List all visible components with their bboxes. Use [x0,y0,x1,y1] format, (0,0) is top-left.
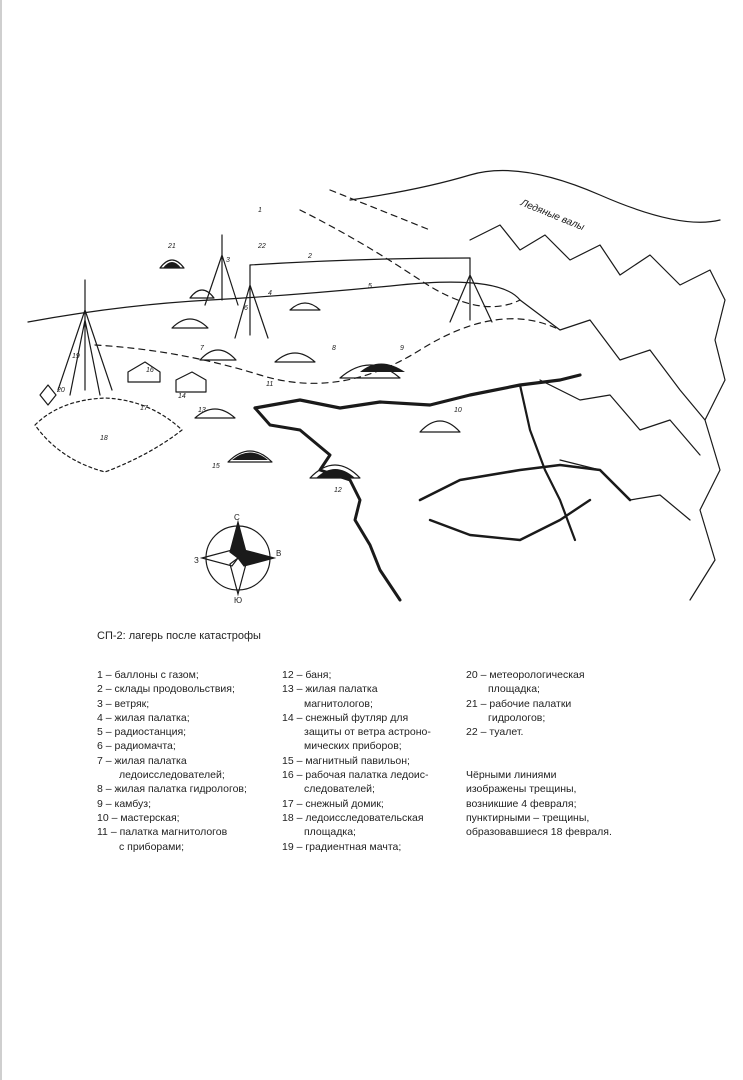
legend-item-label: 11 – палатка магнитологов [97,826,228,839]
dashed-crack-1 [95,319,560,384]
marker-19: 19 [72,353,80,360]
legend-item-label: 18 – ледоисследовательская [282,811,424,824]
marker-17: 17 [140,405,148,412]
legend-item [97,668,277,682]
dashed-crack-3 [330,190,430,230]
legend-item [466,725,666,739]
note-line: образовавшиеся 18 февраля. [466,826,612,839]
compass-rose [202,522,274,594]
legend-item-label: 9 – камбуз; [97,797,152,810]
legend-item-label: 12 – баня; [282,669,332,681]
compass-north: С [234,513,240,522]
antenna-wire [250,258,470,265]
legend-item-continuation: мических приборов; [304,740,402,753]
marker-18: 18 [100,435,108,442]
legend-item [97,797,277,811]
note-line: Чёрными линиями [466,769,557,781]
mast-6b [450,258,492,322]
marker-5: 5 [368,283,372,290]
legend-column-1 [97,668,277,854]
legend-item [97,782,277,796]
marker-22: 22 [258,243,266,250]
marker-3: 3 [226,257,230,264]
note-line: пунктирными – трещины, [466,811,590,824]
legend-item-label: 20 – метеорологическая [466,669,585,681]
marker-11: 11 [266,381,274,388]
marker-7: 7 [200,345,204,352]
legend-column-2 [282,668,462,854]
legend-item-label: 13 – жилая палатка [282,683,378,696]
marker-8: 8 [332,345,336,352]
far-ridge-line [350,171,720,223]
legend-item-continuation: следователей; [304,783,375,796]
legend-item [97,682,277,696]
compass-east: В [276,549,282,558]
legend-item [282,797,462,811]
legend-item [97,739,277,753]
legend-item-label: 14 – снежный футляр для [282,711,409,724]
ice-hummocks [470,225,725,600]
note-line: изображены трещины, [466,783,577,796]
compass-south: Ю [234,596,243,605]
legend-item-label: 5 – радиостанция; [97,726,187,739]
legend-item [97,711,277,725]
legend-item [282,711,462,754]
legend-item [97,754,277,783]
legend-item-label: 15 – магнитный павильон; [282,754,410,767]
legend-item [97,825,277,854]
main-crack [255,375,580,408]
legend-item-label: 10 – мастерская; [97,811,180,824]
legend-item [97,811,277,825]
legend-item [282,840,462,854]
marker-6: 6 [244,305,248,312]
marker-16: 16 [146,367,154,374]
legend-item-continuation: ледоисследователей; [119,769,225,782]
legend-item-label: 21 – рабочие палатки [466,697,572,710]
legend-item [282,754,462,768]
legend-item [97,725,277,739]
legend-item [466,697,666,726]
legend-item-label: 17 – снежный домик; [282,797,384,810]
marker-20: 20 [57,387,65,394]
legend-item [282,768,462,797]
legend-item-continuation: защиты от ветра астроно- [304,726,431,739]
note-line: возникшие 4 февраля; [466,797,577,810]
legend-item-label: 3 – ветряк; [97,697,150,710]
marker-12: 12 [334,487,342,494]
figure-caption: СП-2: лагерь после катастрофы [97,630,261,642]
legend-item-label: 8 – жилая палатка гидрологов; [97,783,247,796]
marker-10: 10 [454,407,462,414]
legend-item-label: 7 – жилая палатка [97,754,187,767]
marker-4: 4 [268,290,272,297]
legend-item-label: 1 – баллоны с газом; [97,669,199,681]
mast-3 [205,235,238,305]
legend-item-continuation: с приборами; [119,840,185,853]
ice-edge-line [28,282,520,322]
legend-column-3 [466,668,666,739]
marker-2: 2 [308,253,312,260]
legend-item [466,668,666,697]
crack-legend-note [466,768,666,839]
compass-west: З [194,556,199,565]
marker-21: 21 [168,243,176,250]
marker-13: 13 [198,407,206,414]
marker-9: 9 [400,345,404,352]
mast-6 [235,265,268,338]
legend-item-continuation: площадка; [304,826,356,839]
legend-item [282,668,462,682]
legend-item-label: 22 – туалет. [466,726,524,739]
legend-item-label: 19 – градиентная мачта; [282,840,402,853]
legend-item [97,697,277,711]
ice-ridges-label: Ледяные валы [518,197,586,234]
legend-item-label: 4 – жилая палатка; [97,711,190,724]
marker-15: 15 [212,463,220,470]
legend-item [282,811,462,840]
legend-item-label: 6 – радиомачта; [97,740,176,753]
marker-14: 14 [178,393,186,400]
legend-item-continuation: гидрологов; [488,711,546,724]
ice-study-area [35,398,182,472]
legend-item-label: 2 – склады продовольствия; [97,683,235,696]
legend-item-continuation: магнитологов; [304,697,373,710]
legend-item [282,682,462,711]
mast-19 [58,280,112,395]
marker-1: 1 [258,207,262,214]
legend-item-label: 16 – рабочая палатка ледоис- [282,769,429,782]
legend-item-continuation: площадка; [488,683,540,696]
